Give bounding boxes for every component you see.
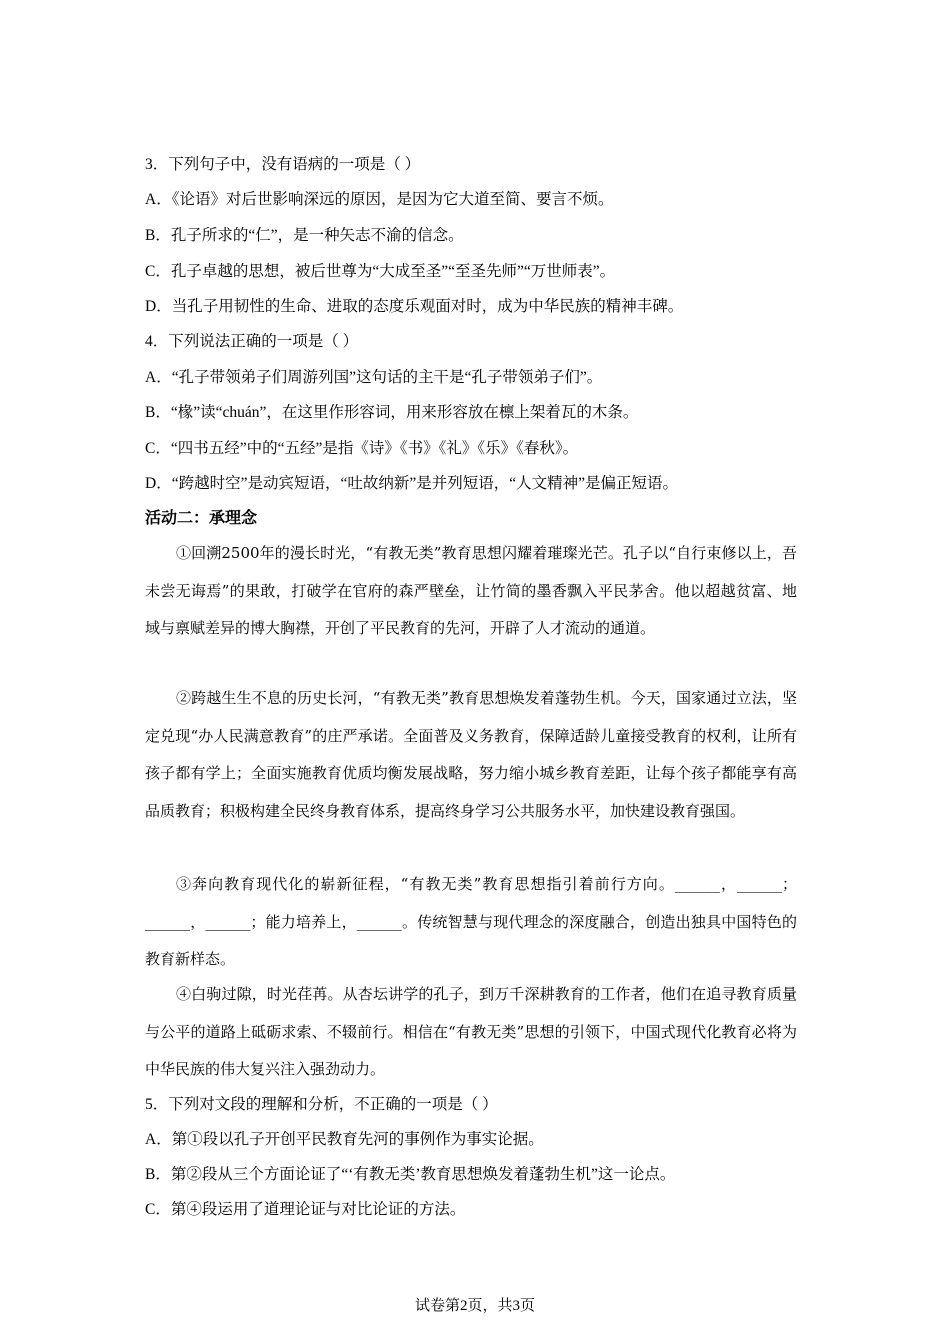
question-5-option-b: B．第②段从三个方面论证了“‘有教无类’教育思想焕发着蓬勃生机”这一论点。 bbox=[145, 1166, 676, 1183]
paragraph-3: ③奔向教育现代化的崭新征程，“有教无类”教育思想指引着前行方向。______，______；______，______；能力培养上，______。传统智慧与现代理念的深度融合，创造出独具中国特色的教育新样态。 bbox=[145, 875, 797, 969]
question-3-option-b: B．孔子所求的“仁”，是一种矢志不渝的信念。 bbox=[145, 227, 464, 244]
question-4-option-a: A．“孔子带领弟子们周游列国”这句话的主干是“孔子带领弟子们”。 bbox=[145, 369, 603, 386]
page-footer: 试卷第2页，共3页 bbox=[414, 1298, 535, 1314]
question-4-option-d: D．“跨越时空”是动宾短语，“吐故纳新”是并列短语，“人文精神”是偏正短语。 bbox=[145, 475, 678, 492]
question-5-option-c: C．第④段运用了道理论证与对比论证的方法。 bbox=[145, 1201, 466, 1218]
paragraph-4: ④白驹过隙，时光荏苒。从杏坛讲学的孔子，到万千深耕教育的工作者，他们在追寻教育质量与公平的道路上砥砺求索、不辍前行。相信在“有教无类”思想的引领下，中国式现代化教育必将为中华民族的伟大复兴注入强劲动力。 bbox=[145, 985, 797, 1079]
question-4-stem: 4．下列说法正确的一项是（ ） bbox=[145, 333, 359, 350]
activity-title: 活动二：承理念 bbox=[145, 510, 258, 527]
question-5-stem: 5．下列对文段的理解和分析，不正确的一项是（ ） bbox=[145, 1096, 498, 1113]
question-3-option-d: D．当孔子用韧性的生命、进取的态度乐观面对时，成为中华民族的精神丰碑。 bbox=[145, 298, 684, 315]
question-5-option-a: A．第①段以孔子开创平民教育先河的事例作为事实论据。 bbox=[145, 1131, 544, 1148]
paragraph-1: ①回溯2500年的漫长时光，“有教无类”教育思想闪耀着璀璨光芒。孔子以“自行束修以上，吾未尝无诲焉”的果敢，打破学在官府的森严壁垒，让竹简的墨香飘入平民茅舍。他以超越贫富、地域与禀赋差异的博大胸襟，开创了平民教育的先河，开辟了人才流动的通道。 bbox=[145, 544, 797, 638]
question-3-option-a: A．《论语》对后世影响深远的原因，是因为它大道至简、要言不烦。 bbox=[145, 191, 614, 208]
question-3-option-c: C．孔子卓越的思想，被后世尊为“大成至圣”“至圣先师”“万世师表”。 bbox=[145, 263, 616, 280]
question-4-option-c: C．“四书五经”中的“五经”是指《诗》《书》《礼》《乐》《春秋》。 bbox=[145, 440, 579, 457]
paragraph-2: ②跨越生生不息的历史长河，“有教无类”教育思想焕发着蓬勃生机。今天，国家通过立法，坚定兑现“办人民满意教育”的庄严承诺。全面普及义务教育，保障适龄儿童接受教育的权利，让所有孩子都有学上；全面实施教育优质均衡发展战略，努力缩小城乡教育差距，让每个孩子都能享有高品质教育；积极构建全民终身教育体系，提高终身学习公共服务水平，加快建设教育强国。 bbox=[145, 689, 797, 821]
question-4-option-b: B．“椽”读“chuán”，在这里作形容词，用来形容放在檩上架着瓦的木条。 bbox=[145, 404, 639, 421]
question-3-stem: 3．下列句子中，没有语病的一项是（ ） bbox=[145, 156, 421, 173]
